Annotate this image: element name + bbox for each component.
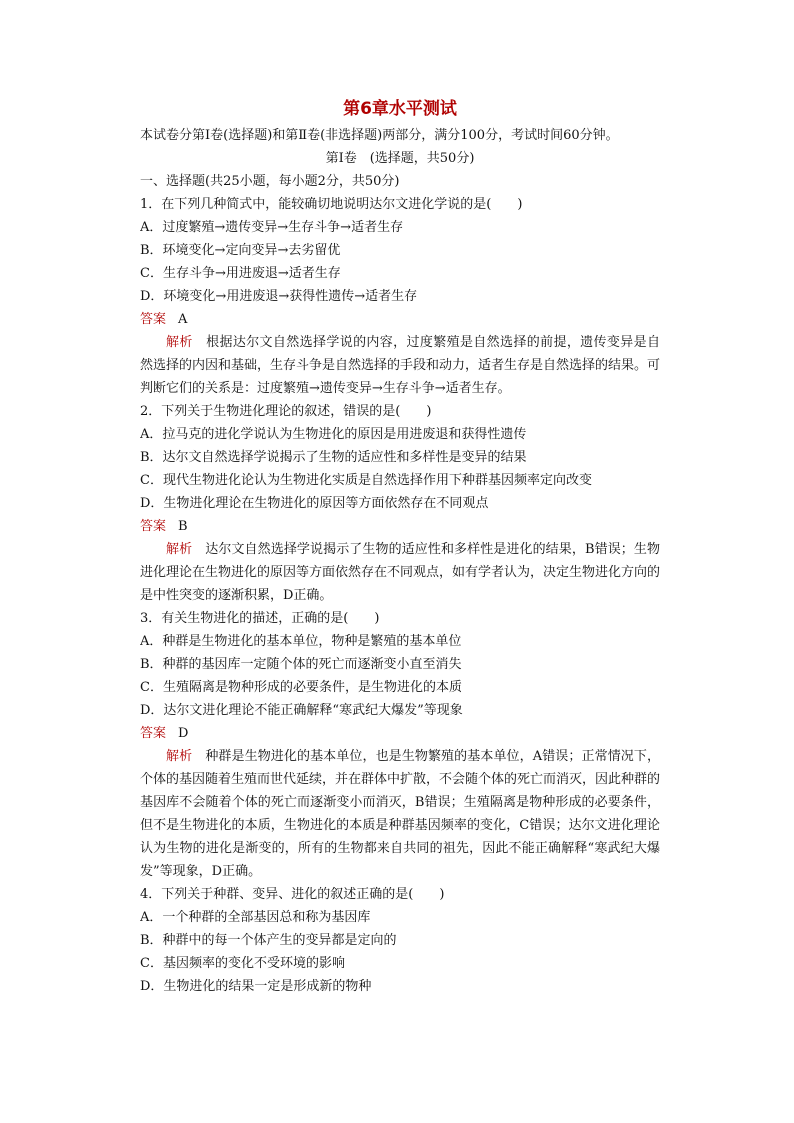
option-b: B．达尔文自然选择学说揭示了生物的适应性和多样性是变异的结果 <box>140 450 527 465</box>
question-2 <box>140 400 660 607</box>
question-stem: 1．在下列几种简式中，能较确切地说明达尔文进化学说的是( ) <box>140 197 523 212</box>
answer-line <box>140 308 660 331</box>
page-title: 第6章水平测试 <box>343 99 457 119</box>
answer-value: A <box>178 312 188 327</box>
answer-label: 答案 <box>140 519 167 534</box>
answer-value: D <box>178 726 189 741</box>
answer-label: 答案 <box>140 726 167 741</box>
option-d: D．生物进化理论在生物进化的原因等方面依然存在不同观点 <box>140 496 489 511</box>
exam-intro: 本试卷分第Ⅰ卷(选择题)和第Ⅱ卷(非选择题)两部分，满分100分，考试时间60分钟。 <box>140 128 619 143</box>
question-stem: 3．有关生物进化的描述，正确的是( ) <box>140 611 380 626</box>
option-c: C．生殖隔离是物种形成的必要条件，是生物进化的本质 <box>140 680 462 695</box>
option-c: C．生存斗争→用进废退→适者生存 <box>140 266 341 281</box>
answer-label: 答案 <box>140 312 167 327</box>
answer-value: B <box>178 519 188 534</box>
option-b: B．种群中的每一个体产生的变异都是定向的 <box>140 933 397 948</box>
document-page <box>140 96 660 998</box>
question-3 <box>140 607 660 883</box>
option-c: C．基因频率的变化不受环境的影响 <box>140 956 345 971</box>
option-d: D．环境变化→用进废退→获得性遗传→适者生存 <box>140 289 418 304</box>
option-d: D．达尔文进化理论不能正确解释“寒武纪大爆发”等现象 <box>140 703 463 718</box>
question-stem: 2．下列关于生物进化理论的叙述，错误的是( ) <box>140 404 432 419</box>
analysis-text: 种群是生物进化的基本单位，也是生物繁殖的基本单位，A错误；正常情况下，个体的基因随着生殖而世代延续，并在群体中扩散，不会随个体的死亡而消灭，因此种群的基因库不会随着个体的死亡而逐渐变小而消灭，B错误；生殖隔离是物种形成的必要条件，但不是生物进化的本质，生物进化的本质是种群基因频率的变化，C错误；达尔文进化理论认为生物的进化是渐变的，所有的生物都来自共同的祖先，因此不能正确解释“寒武纪大爆发”等现象，D正确。 <box>140 749 661 879</box>
option-a: A．拉马克的进化学说认为生物进化的原因是用进废退和获得性遗传 <box>140 427 527 442</box>
option-d: D．生物进化的结果一定是形成新的物种 <box>140 979 372 994</box>
option-a: A．种群是生物进化的基本单位，物种是繁殖的基本单位 <box>140 634 462 649</box>
analysis-label: 解析 <box>166 335 193 350</box>
option-a: A．过度繁殖→遗传变异→生存斗争→适者生存 <box>140 220 404 235</box>
answer-line <box>140 722 660 745</box>
question-1 <box>140 193 660 400</box>
analysis-paragraph <box>140 745 660 883</box>
analysis-paragraph <box>140 538 660 607</box>
analysis-label: 解析 <box>166 542 193 557</box>
question-4 <box>140 883 660 998</box>
analysis-text: 根据达尔文自然选择学说的内容，过度繁殖是自然选择的前提，遗传变异是自然选择的内因和基础，生存斗争是自然选择的手段和动力，适者生存是自然选择的结果。可判断它们的关系是：过度繁殖→遗传变异→生存斗争→适者生存。 <box>140 335 661 396</box>
part-title: 一、选择题(共25小题，每小题2分，共50分) <box>140 174 400 189</box>
analysis-paragraph <box>140 331 660 400</box>
option-b: B．种群的基因库一定随个体的死亡而逐渐变小直至消失 <box>140 657 462 672</box>
analysis-label: 解析 <box>166 749 193 764</box>
answer-line <box>140 515 660 538</box>
option-b: B．环境变化→定向变异→去劣留优 <box>140 243 341 258</box>
option-a: A．一个种群的全部基因总和称为基因库 <box>140 910 371 925</box>
section-header: 第Ⅰ卷 (选择题，共50分) <box>325 151 475 166</box>
option-c: C．现代生物进化论认为生物进化实质是自然选择作用下种群基因频率定向改变 <box>140 473 592 488</box>
analysis-text: 达尔文自然选择学说揭示了生物的适应性和多样性是进化的结果，B错误；生物进化理论在生物进化的原因等方面依然存在不同观点，如有学者认为，决定生物进化方向的是中性突变的逐渐积累，D正确。 <box>140 542 661 603</box>
question-stem: 4．下列关于种群、变异、进化的叙述正确的是( ) <box>140 887 445 902</box>
